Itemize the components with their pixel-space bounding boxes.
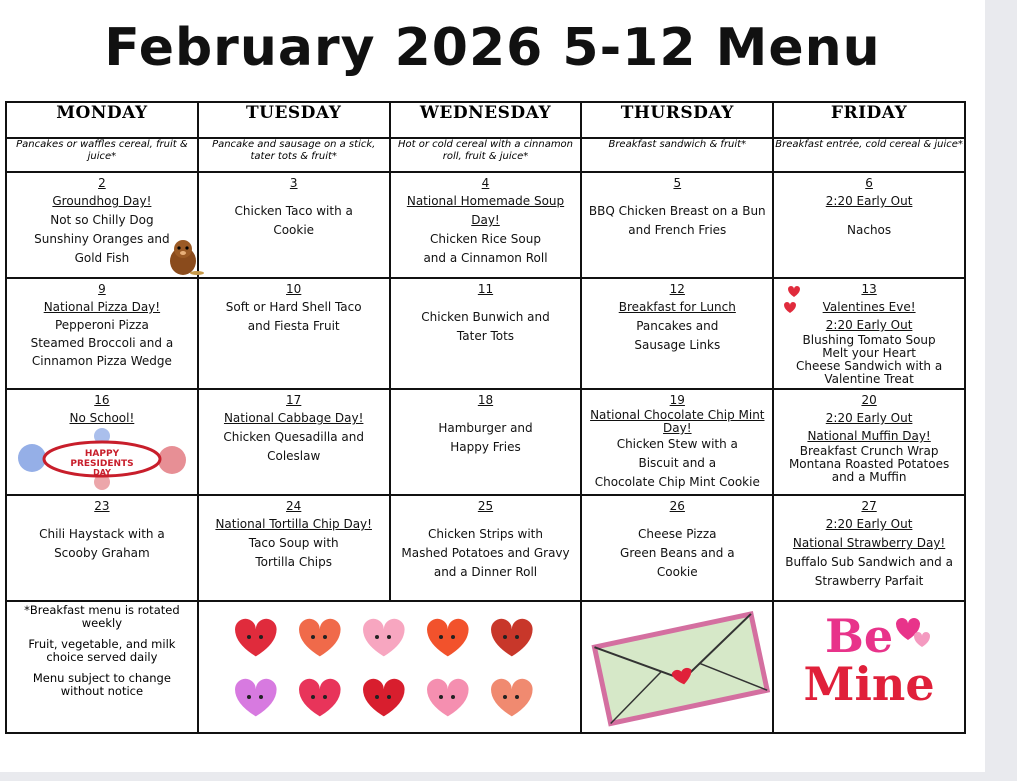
header-tuesday: TUESDAY (198, 102, 390, 138)
menu-line: Cheese Sandwich with a (796, 359, 943, 373)
envelope-icon (582, 602, 776, 728)
menu-line: and a Cinnamon Roll (423, 251, 548, 265)
day-cell-3 (198, 172, 390, 278)
menu-line: Chicken Bunwich and (421, 310, 550, 324)
menu-line: Biscuit and a (638, 456, 717, 470)
be-mine-graphic (774, 602, 964, 728)
menu-line: and a Muffin (831, 470, 907, 484)
svg-text:PRESIDENTS: PRESIDENTS (70, 459, 134, 469)
day-number: 4 (481, 176, 490, 190)
menu-line: Sausage Links (634, 338, 721, 352)
menu-line: Strawberry Parfait (814, 574, 924, 588)
be-mine-line2: Mine (803, 657, 935, 711)
event-label: Groundhog Day! (52, 194, 152, 208)
event-label: No School! (69, 411, 135, 425)
day-number: 12 (669, 282, 685, 296)
menu-line: and Fiesta Fruit (247, 319, 340, 333)
week-row (6, 172, 965, 278)
header-thursday: THURSDAY (581, 102, 773, 138)
event-label: National Strawberry Day! (792, 536, 946, 550)
week-row (6, 495, 965, 601)
event-label: 2:20 Early Out (825, 318, 913, 332)
breakfast-thursday: Breakfast sandwich & fruit* (581, 138, 773, 172)
menu-line: Nachos (847, 223, 892, 237)
day-cell-9 (6, 278, 198, 389)
menu-line: Happy Fries (450, 440, 521, 454)
menu-line: Sunshiny Oranges and (34, 232, 170, 246)
svg-text:DAY: DAY (92, 468, 111, 477)
menu-line: Scooby Graham (54, 546, 150, 560)
menu-line: Breakfast Crunch Wrap (799, 444, 939, 458)
day-cell-26 (581, 495, 773, 601)
envelope-cell (581, 601, 773, 733)
heart-emoji-icons (199, 602, 559, 728)
day-number: 16 (94, 393, 110, 407)
menu-line: Valentine Treat (824, 372, 914, 386)
day-number: 19 (669, 393, 685, 407)
day-cell-25 (390, 495, 582, 601)
event-label: 2:20 Early Out (825, 517, 913, 531)
day-number: 11 (477, 282, 494, 296)
day-cell-4 (390, 172, 582, 278)
day-cell-10 (198, 278, 390, 389)
menu-line: Chicken Taco with a (234, 204, 353, 218)
day-cell-20 (773, 389, 965, 495)
menu-line: Pepperoni Pizza (54, 318, 149, 332)
event-label: National Pizza Day! (43, 300, 161, 314)
day-number: 10 (286, 282, 302, 296)
day-cell-11 (390, 278, 582, 389)
event-label: Valentines Eve! (822, 300, 916, 314)
menu-line: Not so Chilly Dog (50, 213, 154, 227)
hearts-icon (782, 285, 810, 317)
menu-line: Chicken Strips with (428, 527, 543, 541)
menu-line: Hamburger and (438, 421, 533, 435)
event-label: Breakfast for Lunch (618, 300, 736, 314)
menu-line: Gold Fish (74, 251, 130, 265)
heart-faces-icon (235, 619, 533, 717)
menu-line: Blushing Tomato Soup (802, 333, 936, 347)
event-label: National Homemade Soup Day! (406, 194, 565, 227)
menu-line: Soft or Hard Shell Taco (225, 300, 362, 314)
day-cell-19 (581, 389, 773, 495)
menu-line: Chili Haystack with a (39, 527, 165, 541)
menu-line: Chicken Rice Soup (430, 232, 541, 246)
day-number: 9 (98, 282, 106, 296)
event-label: National Cabbage Day! (223, 411, 364, 425)
day-number: 17 (286, 393, 302, 407)
day-number: 18 (477, 393, 494, 407)
menu-line: and a Dinner Roll (433, 565, 538, 579)
small-hearts-icon (892, 614, 936, 654)
note-line: Fruit, vegetable, and milk choice served daily (28, 637, 176, 664)
menu-line: Pancakes and (636, 319, 719, 333)
day-number: 23 (94, 499, 110, 513)
be-mine-cell (773, 601, 965, 733)
breakfast-friday: Breakfast entrée, cold cereal & juice* (773, 138, 965, 172)
day-cell-5 (581, 172, 773, 278)
menu-line: Green Beans and a (620, 546, 735, 560)
header-friday: FRIDAY (773, 102, 965, 138)
day-number: 6 (865, 176, 873, 190)
menu-line: Cookie (656, 565, 698, 579)
breakfast-wednesday: Hot or cold cereal with a cinnamon roll, fruit & juice* (390, 138, 582, 172)
notes-cell (6, 601, 198, 733)
menu-line: Tortilla Chips (255, 555, 333, 569)
menu-line: Steamed Broccoli and a (30, 336, 174, 350)
day-number: 5 (673, 176, 682, 190)
day-cell-6 (773, 172, 965, 278)
day-cell-18 (390, 389, 582, 495)
breakfast-row (6, 138, 965, 172)
day-cell-23 (6, 495, 198, 601)
event-label: National Chocolate Chip Mint Day! (590, 408, 765, 435)
footer-row (6, 601, 965, 733)
day-number: 2 (98, 176, 106, 190)
day-cell-16 (6, 389, 198, 495)
week-row (6, 389, 965, 495)
menu-line: Buffalo Sub Sandwich and a (785, 555, 953, 569)
be-mine-line1: Be (825, 609, 894, 663)
day-number: 24 (286, 499, 302, 513)
menu-line: Chicken Stew with a (616, 437, 738, 451)
menu-line: Coleslaw (267, 449, 321, 463)
day-cell-13 (773, 278, 965, 389)
day-header-row (6, 102, 965, 138)
menu-line: Tater Tots (456, 329, 515, 343)
event-label: 2:20 Early Out (825, 194, 913, 208)
day-cell-2 (6, 172, 198, 278)
menu-line: Montana Roasted Potatoes (788, 457, 950, 471)
day-cell-24 (198, 495, 390, 601)
day-cell-17 (198, 389, 390, 495)
day-number: 20 (861, 393, 877, 407)
header-wednesday: WEDNESDAY (390, 102, 582, 138)
event-label: 2:20 Early Out (825, 411, 913, 425)
week-row (6, 278, 965, 389)
day-number: 26 (669, 499, 685, 513)
menu-line: Melt your Heart (822, 346, 916, 360)
menu-line: Mashed Potatoes and Gravy (401, 546, 570, 560)
presidents-day-banner (12, 428, 192, 490)
event-label: National Muffin Day! (807, 429, 931, 443)
day-cell-27 (773, 495, 965, 601)
note-line: Menu subject to change without notice (32, 671, 171, 698)
note-line: *Breakfast menu is rotated weekly (24, 603, 180, 630)
menu-line: Chocolate Chip Mint Cookie (594, 475, 760, 489)
svg-text:HAPPY: HAPPY (84, 449, 119, 459)
day-number: 25 (477, 499, 494, 513)
header-monday: MONDAY (6, 102, 198, 138)
event-label: National Tortilla Chip Day! (215, 517, 372, 531)
menu-line: Cookie (273, 223, 315, 237)
menu-calendar (5, 101, 966, 734)
breakfast-monday: Pancakes or waffles cereal, fruit & juice* (6, 138, 198, 172)
menu-line: Taco Soup with (248, 536, 339, 550)
menu-line: Cheese Pizza (638, 527, 717, 541)
menu-line: BBQ Chicken Breast on a Bun (588, 204, 766, 218)
menu-line: Cinnamon Pizza Wedge (31, 354, 172, 368)
day-number: 27 (861, 499, 877, 513)
breakfast-tuesday: Pancake and sausage on a stick, tater tots & fruit* (198, 138, 390, 172)
menu-line: and French Fries (628, 223, 727, 237)
page-title: February 2026 5-12 Menu (104, 18, 881, 78)
menu-line: Chicken Quesadilla and (223, 430, 365, 444)
day-number: 3 (289, 176, 298, 190)
day-cell-12 (581, 278, 773, 389)
hearts-cell (198, 601, 582, 733)
day-number: 13 (861, 282, 877, 296)
